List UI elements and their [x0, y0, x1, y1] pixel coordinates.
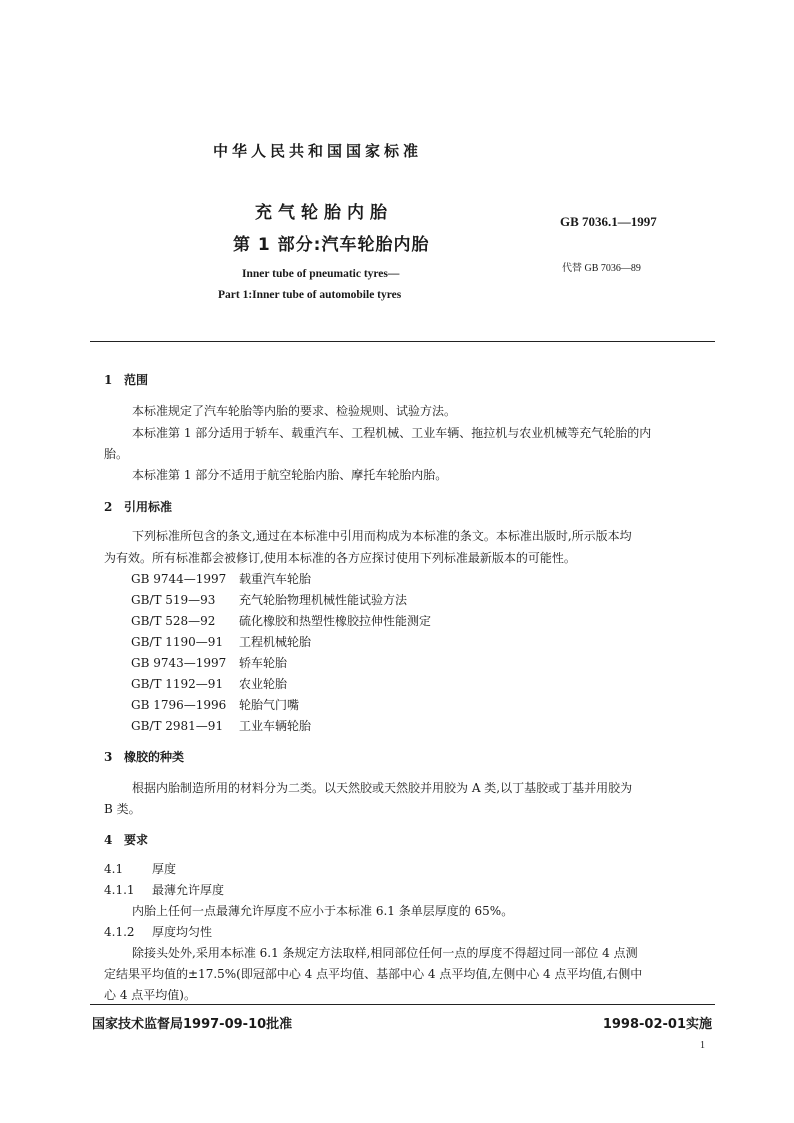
reference-item: [131, 696, 299, 713]
section-1-paragraph-2b: 胎。: [104, 447, 129, 461]
section-4-heading: [104, 831, 148, 848]
section-1-paragraph-3: 本标准第 1 部分不适用于航空轮胎内胎、摩托车轮胎内胎。: [132, 468, 448, 482]
reference-name: 农业轮胎: [239, 677, 288, 691]
subsection-4-1-2-text-c: 心 4 点平均值)。: [104, 988, 196, 1002]
section-2-heading: [104, 498, 172, 515]
section-1-paragraph-1: 本标准规定了汽车轮胎等内胎的要求、检验规则、试验方法。: [132, 404, 457, 418]
section-number: 4: [104, 833, 113, 847]
reference-item: [131, 612, 431, 629]
english-title-line-1: Inner tube of pneumatic tyres—: [242, 268, 400, 280]
section-number: 2: [104, 500, 113, 514]
subsection-number: 4.1: [104, 862, 124, 876]
replaces-note: 代替 GB 7036—89: [562, 263, 641, 274]
reference-item: [131, 654, 287, 671]
section-3-paragraph-1b: B 类。: [104, 802, 141, 816]
section-title: 要求: [124, 833, 149, 847]
title-line-1: 充气轮胎内胎: [255, 203, 393, 223]
section-1-heading: [104, 371, 148, 388]
reference-name: 硫化橡胶和热塑性橡胶拉伸性能测定: [239, 614, 432, 628]
page-number: 1: [700, 1040, 705, 1051]
subsection-4-1-2-text-a: 除接头处外,采用本标准 6.1 条规定方法取样,相同部位任何一点的厚度不得超过同一部位 4 点测: [132, 946, 638, 960]
reference-code: GB 1796—1996: [131, 698, 227, 712]
reference-name: 轮胎气门嘴: [239, 698, 300, 712]
subsection-4-1-1-heading: [104, 881, 224, 898]
reference-item: [131, 633, 311, 650]
section-title: 范围: [124, 373, 149, 387]
reference-name: 充气轮胎物理机械性能试验方法: [239, 593, 408, 607]
reference-item: [131, 675, 287, 692]
subsection-4-1-1-text: 内胎上任何一点最薄允许厚度不应小于本标准 6.1 条单层厚度的 65%。: [132, 904, 514, 918]
subsection-title: 厚度: [152, 862, 177, 876]
reference-item: [131, 717, 311, 734]
subsection-4-1-heading: [104, 860, 176, 877]
section-title: 引用标准: [124, 500, 173, 514]
reference-code: GB/T 2981—91: [131, 719, 224, 733]
subsection-title: 厚度均匀性: [152, 925, 213, 939]
reference-code: GB 9744—1997: [131, 572, 227, 586]
subsection-number: 4.1.2: [104, 925, 135, 939]
reference-item: [131, 591, 407, 608]
section-2-paragraph-1b: 为有效。所有标准都会被修订,使用本标准的各方应探讨使用下列标准最新版本的可能性。: [104, 551, 576, 565]
reference-name: 工程机械轮胎: [239, 635, 312, 649]
approval-date: 国家技术监督局1997-09-10批准: [92, 1017, 293, 1032]
reference-code: GB 9743—1997: [131, 656, 227, 670]
title-line-2: 第 1 部分:汽车轮胎内胎: [233, 235, 430, 255]
section-3-paragraph-1a: 根据内胎制造所用的材料分为二类。以天然胶或天然胶并用胶为 A 类,以丁基胶或丁基并用胶为: [132, 781, 633, 795]
section-1-paragraph-2a: 本标准第 1 部分适用于轿车、载重汽车、工程机械、工业车辆、拖拉机与农业机械等充气轮胎的内: [132, 426, 652, 440]
subsection-4-1-2-heading: [104, 923, 212, 940]
english-title-line-2: Part 1:Inner tube of automobile tyres: [218, 289, 402, 301]
reference-code: GB/T 1192—91: [131, 677, 224, 691]
standard-number: GB 7036.1—1997: [560, 214, 657, 229]
reference-code: GB/T 519—93: [131, 593, 216, 607]
subsection-number: 4.1.1: [104, 883, 135, 897]
subsection-4-1-2-text-b: 定结果平均值的±17.5%(即冠部中心 4 点平均值、基部中心 4 点平均值,左侧中心 4 点平均值,右侧中: [104, 967, 643, 981]
section-number: 3: [104, 750, 113, 764]
header-divider: [90, 341, 715, 342]
section-title: 橡胶的种类: [124, 750, 185, 764]
reference-name: 轿车轮胎: [239, 656, 288, 670]
reference-code: GB/T 1190—91: [131, 635, 224, 649]
footer-divider: [90, 1004, 715, 1005]
reference-name: 载重汽车轮胎: [239, 572, 312, 586]
reference-code: GB/T 528—92: [131, 614, 216, 628]
section-number: 1: [104, 373, 113, 387]
implementation-date: 1998-02-01实施: [602, 1017, 712, 1032]
section-3-heading: [104, 748, 184, 765]
national-standard-heading: 中华人民共和国国家标准: [213, 142, 423, 160]
subsection-title: 最薄允许厚度: [152, 883, 225, 897]
reference-item: [131, 570, 311, 587]
reference-name: 工业车辆轮胎: [239, 719, 312, 733]
section-2-paragraph-1a: 下列标准所包含的条文,通过在本标准中引用而构成为本标准的条文。本标准出版时,所示版本均: [132, 529, 632, 543]
